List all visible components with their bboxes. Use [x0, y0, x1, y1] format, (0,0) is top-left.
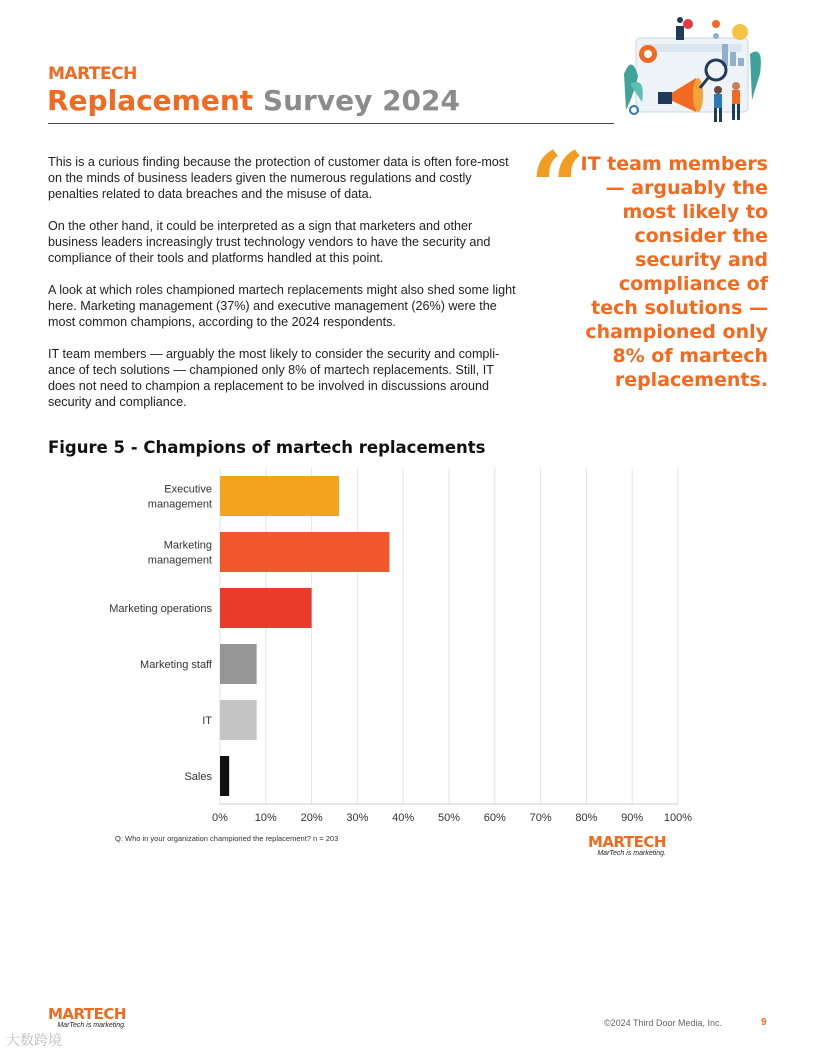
- marketing-illustration: [618, 14, 768, 126]
- x-tick-label: 10%: [254, 812, 277, 824]
- pull-quote: IT team members — arguably the most likely to consider the security and compliance of tech solutions — championed only 8% of martech replacements.: [580, 153, 768, 391]
- bar: [220, 644, 257, 684]
- x-tick-label: 80%: [575, 812, 598, 824]
- category-label: Marketing: [163, 539, 212, 552]
- body-paragraph: IT team members — arguably the most likely to consider the security and compli-ance of tech solutions — championed only 8% of martech replacements. Still, IT does not need to champion a replacement to be involved in discussions around security and compliance.: [48, 347, 500, 409]
- category-label: Sales: [184, 771, 212, 783]
- page-number: 9: [761, 1017, 767, 1028]
- bar: [220, 700, 257, 740]
- category-label: management: [147, 554, 212, 567]
- category-label: management: [147, 498, 212, 511]
- category-label: IT: [202, 715, 212, 727]
- x-tick-label: 40%: [392, 812, 415, 824]
- report-title: [47, 84, 460, 117]
- category-label: Marketing staff: [140, 659, 212, 671]
- chart-logo-tagline: MarTech is marketing.: [597, 850, 666, 857]
- header-divider: [48, 123, 614, 124]
- quote-mark-icon: “: [530, 131, 586, 244]
- bar: [220, 532, 389, 572]
- body-paragraph: On the other hand, it could be interpreted as a sign that marketers and other business leaders increasingly trust technology vendors to have the security and compliance of their tools and platforms handled at this point.: [48, 219, 491, 265]
- x-tick-label: 20%: [300, 812, 323, 824]
- copyright: ©2024 Third Door Media, Inc.: [604, 1018, 723, 1028]
- bar: [220, 476, 339, 516]
- bar: [220, 756, 229, 796]
- x-tick-label: 50%: [437, 812, 461, 824]
- category-label: Executive: [164, 483, 212, 496]
- footer-martech-logo: [48, 1006, 126, 1029]
- footer-logo-tagline: MarTech is marketing.: [57, 1022, 126, 1029]
- footer-logo-wordmark: MARTECH: [48, 1005, 126, 1023]
- x-tick-label: 90%: [621, 812, 644, 824]
- watermark: 大数跨境: [6, 1032, 62, 1048]
- x-tick-label: 30%: [346, 812, 369, 824]
- body-paragraph: A look at which roles championed martech replacements might also shed some light here. Marketing management (37%) and executive management (26%) were the most common champions, according to the 2024 respondents.: [48, 283, 516, 329]
- bar-chart: [48, 462, 708, 834]
- x-tick-label: 0%: [212, 812, 228, 824]
- figure-title: Figure 5 - Champions of martech replacements: [48, 438, 486, 457]
- martech-logo: MARTECH: [48, 64, 137, 84]
- body-paragraph: This is a curious finding because the protection of customer data is often fore-most on the minds of business leaders given the numerous regulations and costly penalties related to data breaches and the misuse of data.: [48, 155, 509, 201]
- x-tick-label: 70%: [529, 812, 552, 824]
- title-part1: Replacement: [47, 84, 254, 117]
- chart-martech-logo: [588, 834, 666, 857]
- x-tick-label: 100%: [663, 812, 693, 824]
- x-tick-label: 60%: [483, 812, 506, 824]
- title-part2: Survey 2024: [262, 84, 461, 117]
- bar: [220, 588, 312, 628]
- chart-logo-wordmark: MARTECH: [588, 833, 666, 851]
- category-label: Marketing operations: [109, 603, 212, 615]
- body-copy: [48, 154, 516, 426]
- survey-question-note: Q: Who in your organization championed the replacement? n = 203: [115, 834, 339, 843]
